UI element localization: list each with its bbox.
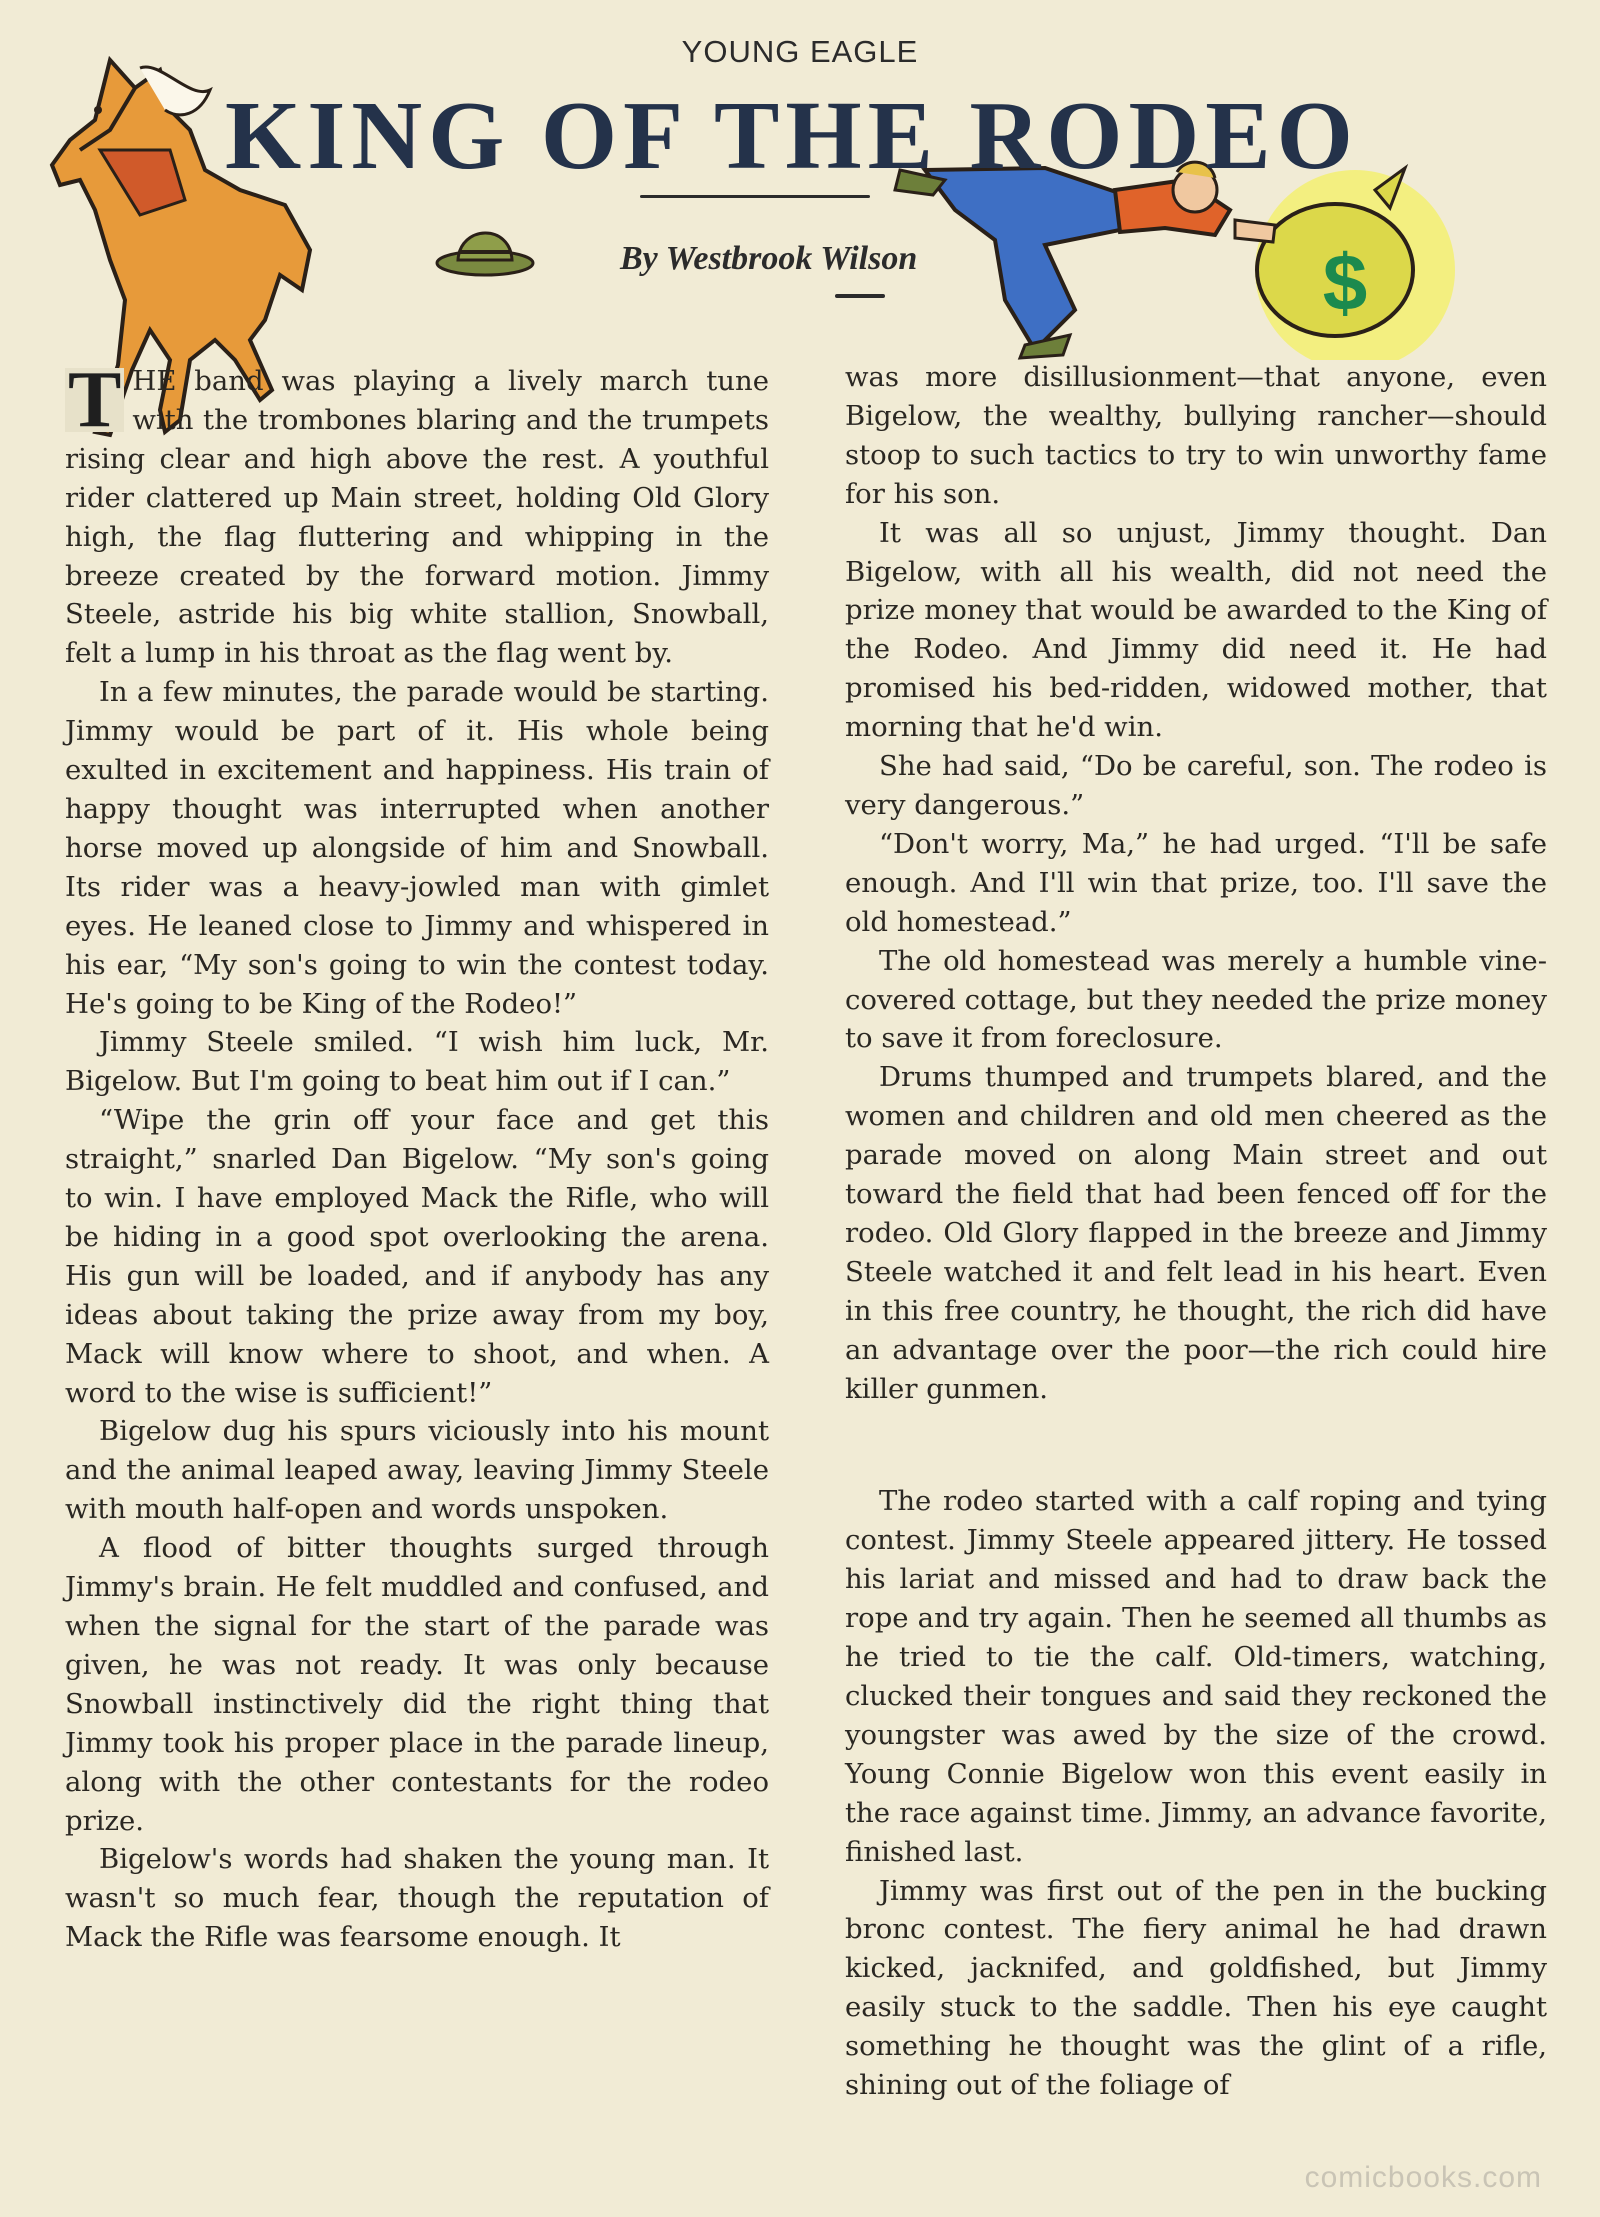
paragraph: In a few minutes, the parade would be starting. Jimmy would be part of it. His whole being exulted in excitement and happiness. His train of happy thought was interrupted when another horse moved up alongside of him and Snowball. Its rider was a heavy-jowled man with gimlet eyes. He leaned close to Jimmy and whispered in his ear, “My son's going to win the contest today. He's going to be King of the Rodeo!” [65, 676, 769, 1020]
paragraph: A flood of bitter thoughts surged through Jimmy's brain. He felt muddled and confused, and when the signal for the start of the parade was given, he was not ready. It was only because Snowball instinctively did the right thing that Jimmy took his proper place in the parade lineup, along with the other contestants for the rodeo prize. [65, 1532, 769, 1837]
paragraph: It was all so unjust, Jimmy thought. Dan Bigelow, with all his wealth, did not need the prize money that would be awarded to the King of the Rodeo. And Jimmy did need it. He had promised his bed-ridden, widowed mother, that morning that he'd win. [845, 516, 1547, 744]
paragraph: Bigelow dug his spurs viciously into his mount and the animal leaped away, leaving Jimmy Steele with mouth half-open and words unspoken. [65, 1415, 769, 1526]
left-column [65, 356, 769, 1957]
dollar-sign: $ [1322, 238, 1368, 327]
watermark: comicbooks.com [1304, 2161, 1542, 2194]
paragraph: She had said, “Do be careful, son. The rodeo is very dangerous.” [845, 750, 1547, 821]
paragraph: T HE band was playing a lively march tune with the trombones blaring and the trumpets rising clear and high above the rest. A youthful rider clattered up Main street, holding Old Glory high, the flag fluttering and whipping in the breeze created by the forward motion. Jimmy Steele, astride his big white stallion, Snowball, felt a lump in his throat as the flag went by. [65, 356, 769, 670]
right-column [845, 358, 1547, 2105]
byline: By Westbrook Wilson [620, 240, 918, 277]
paragraph: Jimmy was first out of the pen in the bucking bronc contest. The fiery animal he had drawn kicked, jacknifed, and goldfished, but Jimmy easily stuck to the saddle. Then his eye caught something he thought was the glint of a rifle, shining out of the foliage of [845, 1874, 1547, 2102]
paragraph: The rodeo started with a calf roping and tying contest. Jimmy Steele appeared jittery. He tossed his lariat and missed and had to draw back the rope and try again. Then he seemed all thumbs as he tried to tie the calf. Old-timers, watching, clucked their tongues and said they reckoned the youngster was awed by the size of the crowd. Young Connie Bigelow won this event easily in the race against time. Jimmy, an advance favorite, finished last. [845, 1485, 1547, 1868]
paragraph: Jimmy Steele smiled. “I wish him luck, Mr. Bigelow. But I'm going to beat him out if I can.” [65, 1026, 769, 1098]
drop-cap: T [65, 368, 124, 432]
cowboy-hat-illustration [430, 215, 540, 285]
paragraph: was more disillusionment—that anyone, even Bigelow, the wealthy, bullying rancher—should stoop to such tactics to try to win unworthy fame for his son. [845, 361, 1547, 510]
title-underline [640, 195, 870, 198]
section-break [845, 1408, 1547, 1482]
story-title: KING OF THE RODEO [225, 82, 1359, 190]
paragraph: “Wipe the grin off your face and get this straight,” snarled Dan Bigelow. “My son's going to win. I have employed Mack the Rifle, who will be hiding in a good spot overlooking the arena. His gun will be loaded, and if anybody has any ideas about taking the prize away from my boy, Mack will know where to shoot, and when. A word to the wise is sufficient!” [65, 1104, 769, 1409]
paragraph: Drums thumped and trumpets blared, and the women and children and old men cheered as the parade moved on along Main street and out toward the field that had been fenced off for the rodeo. Old Glory flapped in the breeze and Jimmy Steele watched it and felt lead in his heart. Even in this free country, he thought, the rich did have an advantage over the poor—the rich could hire killer gunmen. [845, 1061, 1547, 1405]
paragraph: The old homestead was merely a humble vine-covered cottage, but they needed the prize money to save it from foreclosure. [845, 944, 1547, 1055]
paragraph: “Don't worry, Ma,” he had urged. “I'll be safe enough. And I'll win that prize, too. I'll save the old homestead.” [845, 827, 1547, 938]
byline-underline [835, 294, 885, 298]
magazine-name: YOUNG EAGLE [681, 34, 919, 69]
paragraph: Bigelow's words had shaken the young man. It wasn't so much fear, though the reputation of Mack the Rifle was fearsome enough. It [65, 1843, 769, 1954]
